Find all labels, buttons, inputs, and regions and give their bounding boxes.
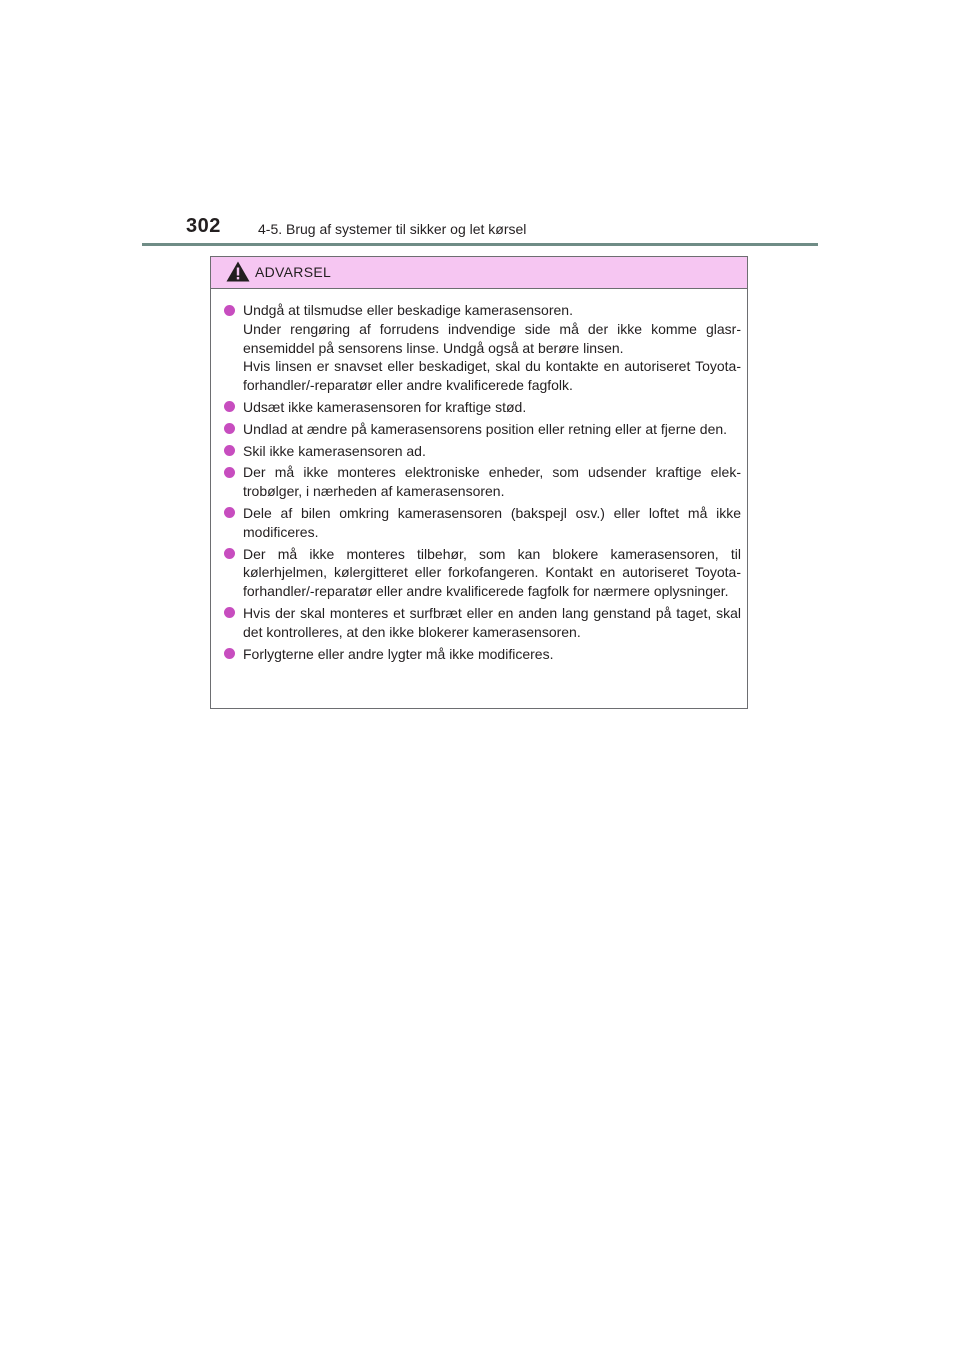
warning-item-text: Dele af bilen omkring kamerasensoren (bakspejl osv.) eller loftet må ikke modificeres. [243, 504, 741, 540]
bullet-icon [224, 507, 235, 518]
warning-list-item [224, 645, 741, 664]
bullet-icon [224, 467, 235, 478]
warning-label: ADVARSEL [255, 264, 332, 280]
warning-item-text: Hvis der skal monteres et surfbræt eller en anden lang genstand på taget, skal det kontrolleres, at den ikke blokerer kamerasensoren. [243, 604, 741, 640]
warning-box [210, 256, 748, 709]
warning-list-item [224, 420, 741, 439]
warning-triangle-icon [226, 261, 250, 282]
warning-header [211, 257, 747, 289]
bullet-icon [224, 607, 235, 618]
warning-list-item [224, 504, 741, 542]
warning-list-item [224, 463, 741, 501]
warning-item-text: Under rengøring af forrudens indvendige side må der ikke komme glasr-ensemiddel på sensorens linse. Undgå også at berøre linsen. [243, 320, 741, 356]
warning-item-text: Skil ikke kamerasensoren ad. [243, 442, 426, 459]
warning-item-text: Der må ikke monteres elektroniske enheder, som udsender kraftige elek-trobølger, i nærheden af kamerasensoren. [243, 464, 741, 500]
warning-list-item [224, 398, 741, 417]
warning-list-item [224, 545, 741, 601]
header-divider [142, 243, 818, 246]
bullet-icon [224, 401, 235, 412]
warning-item-text: Undgå at tilsmudse eller beskadige kamerasensoren. [243, 302, 573, 318]
warning-item-text: Undlad at ændre på kamerasensorens position eller retning eller at fjerne den. [243, 420, 728, 437]
warning-item-text: Der må ikke monteres tilbehør, som kan blokere kamerasensoren, til kølerhjelmen, kølergitteret eller forkofangeren. Kontakt en autoriseret Toyota-forhandler/-reparatør eller andre kvalificerede fagfolk for nærmere oplysninger. [243, 545, 741, 600]
bullet-icon [224, 548, 235, 559]
warning-list-item [224, 442, 741, 461]
warning-list [211, 289, 747, 663]
warning-item-text: Hvis linsen er snavset eller beskadiget, skal du kontakte en autoriseret Toyota-forhandler/-reparatør eller andre kvalificerede fagfolk. [243, 358, 741, 394]
warning-item-text: Forlygterne eller andre lygter må ikke modificeres. [243, 645, 554, 662]
warning-list-item [224, 301, 741, 395]
page-header [0, 0, 960, 246]
section-title: 4-5. Brug af systemer til sikker og let kørsel [258, 221, 527, 237]
warning-list-item [224, 604, 741, 642]
bullet-icon [224, 445, 235, 456]
page-number: 302 [186, 215, 221, 237]
bullet-icon [224, 423, 235, 434]
bullet-icon [224, 305, 235, 316]
bullet-icon [224, 648, 235, 659]
warning-item-text: Udsæt ikke kamerasensoren for kraftige stød. [243, 398, 527, 415]
